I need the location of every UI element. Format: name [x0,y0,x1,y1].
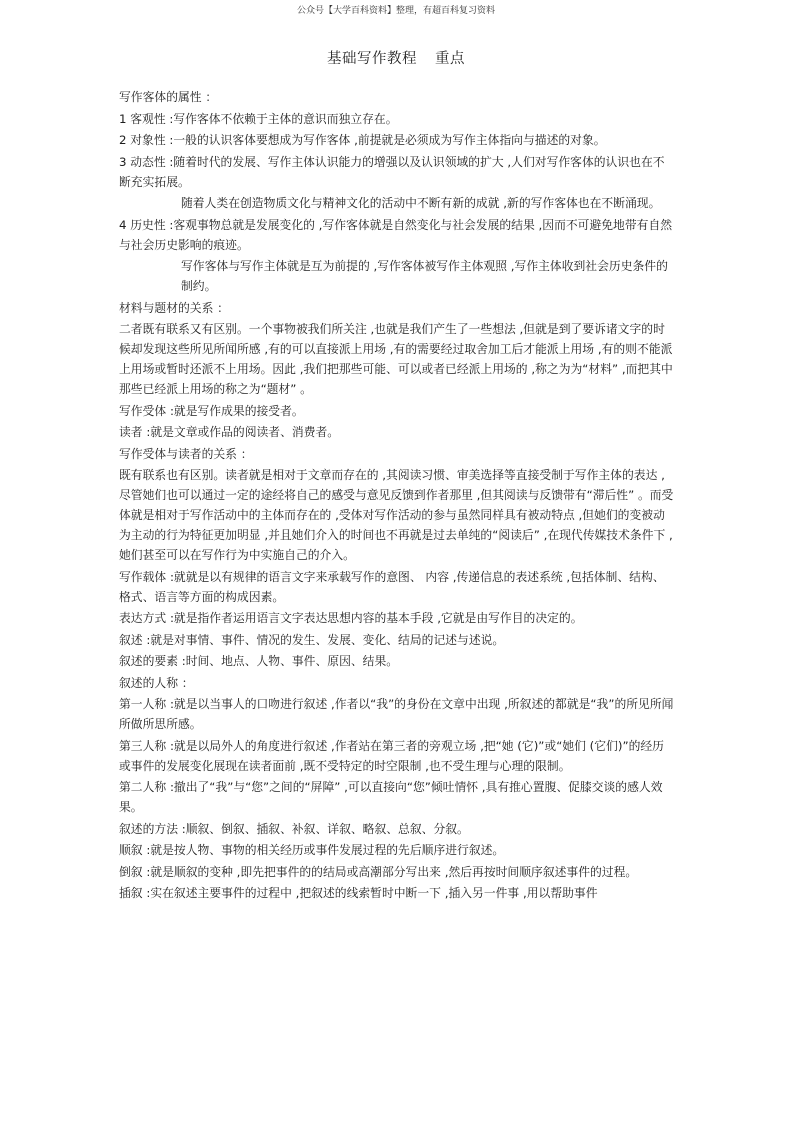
paragraph: 叙述的要素 :时间、地点、人物、事件、原因、结果。 [119,654,399,668]
paragraph: 叙述的方法 :顺叙、倒叙、插叙、补叙、详叙、略叙、总叙、分叙。 [119,821,469,836]
document-body [119,87,675,905]
paragraph: 叙述 :就是对事情、事件、情况的发生、发展、变化、结局的记述与述说。 [119,632,505,647]
paragraph: 倒叙 :就是顺叙的变种 ,即先把事件的的结局或高潮部分写出来 ,然后再按时间顺序叙述事件的过程。 [119,864,638,879]
paragraph: 2 对象性 :一般的认识客体要想成为写作客体 ,前提就是必须成为写作主体指向与描述的对象。 [119,133,606,147]
paragraph: 3 动态性 :随着时代的发展、写作主体认识能力的增强以及认识领域的扩大 ,人们对写作客体的认识也在不断充实拓展。 [119,154,665,189]
paragraph: 插叙 :实在叙述主要事件的过程中 ,把叙述的线索暂时中断一下 ,插入另一件事 ,用以帮助事件 [119,886,598,900]
paragraph: 第三人称 :就是以局外人的角度进行叙述 ,作者站在第三者的旁观立场 ,把“她 (它)”或“她们 (它们)”的经历或事件的发展变化展现在读者面前 ,既不受特定的时空限制 ,也不受生理与心理的限制。 [119,738,664,773]
paragraph: 表达方式 :就是指作者运用语言文字表达思想内容的基本手段 ,它就是由写作目的决定的。 [119,611,583,625]
paragraph: 读者 :就是文章或作品的阅读者、消费者。 [119,425,340,439]
paragraph: 既有联系也有区别。读者就是相对于文章而存在的 ,其阅读习惯、审美选择等直接受制于写作主体的表达 ,尽管她们也可以通过一定的途经将自己的感受与意见反馈到作者那里 ,但其阅读与反馈带有“滞后性” 。而受体就是相对于写作活动中的主体而存在的 ,受体对写作活动的参与虽然同样具有被动特点 ,但她们的变被动为主动的行为特征更加明显 ,并且她们介入的时间也不再就是过去单纯的“阅读后” ,在现代传媒技术条件下 ,她们甚至可以在写作行为中实施自己的介入。 [119,468,674,562]
paragraph: 材料与题材的关系 ： [119,300,229,315]
title-main: 基础写作教程 [327,51,417,67]
paragraph: 第一人称 :就是以当事人的口吻进行叙述 ,作者以“我”的身份在文章中出现 ,所叙述的都就是“我”的所见所闻所做所思所感。 [119,697,674,731]
page-header: 公众号【大学百科资料】整理，有超百科复习资料 [296,6,495,16]
paragraph: 写作客体与写作主体就是互为前提的 ,写作客体被写作主体观照 ,写作主体收到社会历史条件的制约。 [181,259,668,293]
title-sub: 重点 [435,51,465,67]
paragraph: 写作客体的属性 ： [119,90,218,104]
paragraph: 写作受体与读者的关系 ： [119,446,253,461]
paragraph: 4 历史性 :客观事物总就是发展变化的 ,写作客体就是自然变化与社会发展的结果 ,因而不可避免地带有自然与社会历史影响的痕迹。 [119,217,673,252]
paragraph: 第二人称 :撤出了“我”与“您”之间的“屏障” ,可以直接向“您”倾吐情怀 ,具有推心置腹、促膝交谈的感人效果。 [119,780,663,814]
paragraph: 叙述的人称 ： [119,675,194,690]
page-title [0,47,792,68]
paragraph: 写作载体 :就就是以有规律的语言文字来承载写作的意图、 内容 ,传递信息的表述系统 ,包括体制、结构、格式、语言等方面的构成因素。 [119,569,665,604]
paragraph: 随着人类在创造物质文化与精神文化的活动中不断有新的成就 ,新的写作客体也在不断涌现。 [181,196,661,210]
paragraph: 写作受体 :就是写作成果的接受者。 [119,403,304,418]
paragraph: 二者既有联系又有区别。一个事物被我们所关注 ,也就是我们产生了一些想法 ,但就是到了要诉诸文字的时候却发现这些所见所闻所感 ,有的可以直接派上用场 ,有的需要经过取舍加工后才能派上用场 ,有的则不能派上用场或暂时还派不上用场。因此 ,我们把那些可能、可以或者已经派上用场的 ,称之为为“材料” ,而把其中那些已经派上用场的称之为“题材” 。 [119,322,673,396]
paragraph: 顺叙 :就是按人物、事物的相关经历或事件发展过程的先后顺序进行叙述。 [119,843,505,857]
paragraph: 1 客观性 :写作客体不依赖于主体的意识而独立存在。 [119,111,398,126]
